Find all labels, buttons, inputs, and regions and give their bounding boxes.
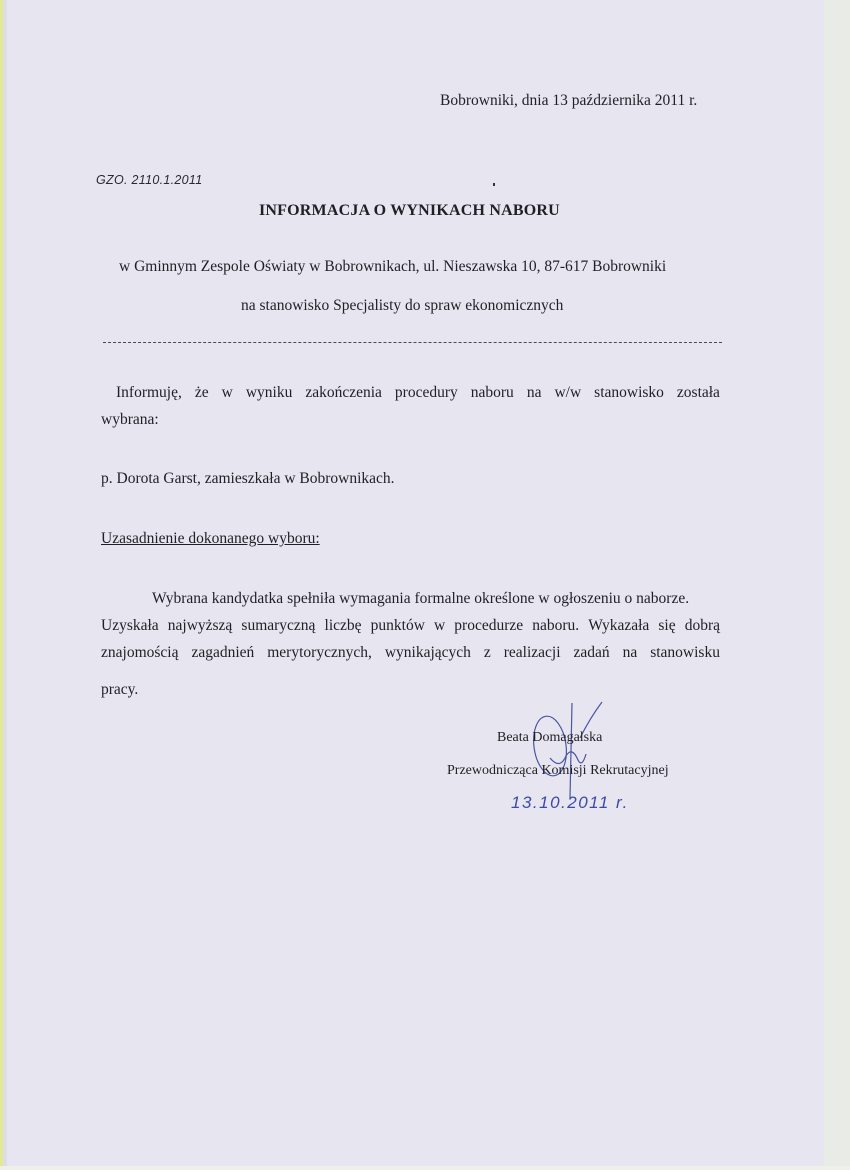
- word: liczbę: [324, 617, 362, 634]
- word: na: [526, 384, 542, 401]
- word: zagadnień: [191, 644, 255, 661]
- word: z: [483, 644, 491, 661]
- reference-number: GZO. 2110.1.2011: [96, 173, 203, 187]
- justification-heading: Uzasadnienie dokonanego wyboru:: [101, 530, 320, 547]
- position-line: na stanowisko Specjalisty do spraw ekonomicznych: [241, 297, 564, 314]
- word: najwyższą: [167, 617, 233, 634]
- word: w/w: [554, 384, 582, 401]
- announcement-line: [116, 384, 720, 402]
- scan-edge-right: [824, 0, 850, 1170]
- word: merytorycznych,: [267, 644, 372, 661]
- word: Informuję,: [116, 384, 182, 401]
- word: procedury: [394, 384, 458, 401]
- signer-role: Przewodnicząca Komisji Rekrutacyjnej: [447, 763, 669, 778]
- word: Uzyskała: [101, 617, 159, 634]
- word: została: [676, 384, 720, 401]
- institution-line: w Gminnym Zespole Oświaty w Bobrownikach, ul. Nieszawska 10, 87-617 Bobrowniki: [119, 258, 667, 275]
- word: procedurze: [454, 617, 524, 634]
- dashed-separator: [103, 342, 722, 343]
- word: wyniku: [245, 384, 293, 401]
- word: wynikających: [384, 644, 471, 661]
- word: zakończenia: [305, 384, 382, 401]
- word: znajomością: [101, 644, 179, 661]
- selected-person: p. Dorota Garst, zamieszkała w Bobrownikach.: [101, 470, 395, 487]
- word: zadań: [573, 644, 610, 661]
- signature-stroke: [570, 703, 572, 798]
- stray-mark: [493, 183, 495, 186]
- word: naboru.: [532, 617, 580, 634]
- handwritten-signature: [520, 698, 630, 798]
- word: stanowisko: [594, 384, 664, 401]
- place-and-date: Bobrowniki, dnia 13 października 2011 r.: [440, 92, 698, 109]
- scan-edge-bottom: [0, 1166, 850, 1170]
- word: sumaryczną: [241, 617, 316, 634]
- handwritten-date: 13.10.2011 r.: [511, 793, 629, 812]
- word: punktów: [370, 617, 425, 634]
- word: realizacji: [503, 644, 561, 661]
- word: stanowisku: [650, 644, 720, 661]
- word: na: [622, 644, 638, 661]
- word: dobrą: [684, 617, 720, 634]
- word: w: [434, 617, 446, 634]
- justification-line-3: [101, 644, 720, 662]
- justification-line-2: [101, 617, 720, 635]
- word: Wykazała: [588, 617, 650, 634]
- signer-name: Beata Domagalska: [497, 730, 603, 745]
- justification-line-1: Wybrana kandydatka spełniła wymagania formalne określone w ogłoszeniu o naborze.: [152, 590, 690, 607]
- word: w: [221, 384, 233, 401]
- signature-scribble: [550, 752, 586, 764]
- word: się: [658, 617, 676, 634]
- justification-line-4: pracy.: [101, 681, 139, 698]
- word: że: [194, 384, 209, 401]
- document-title: INFORMACJA O WYNIKACH NABORU: [259, 202, 560, 219]
- announcement-continuation: wybrana:: [101, 411, 159, 428]
- scan-edge-shadow: [3, 0, 7, 1170]
- word: naboru: [470, 384, 514, 401]
